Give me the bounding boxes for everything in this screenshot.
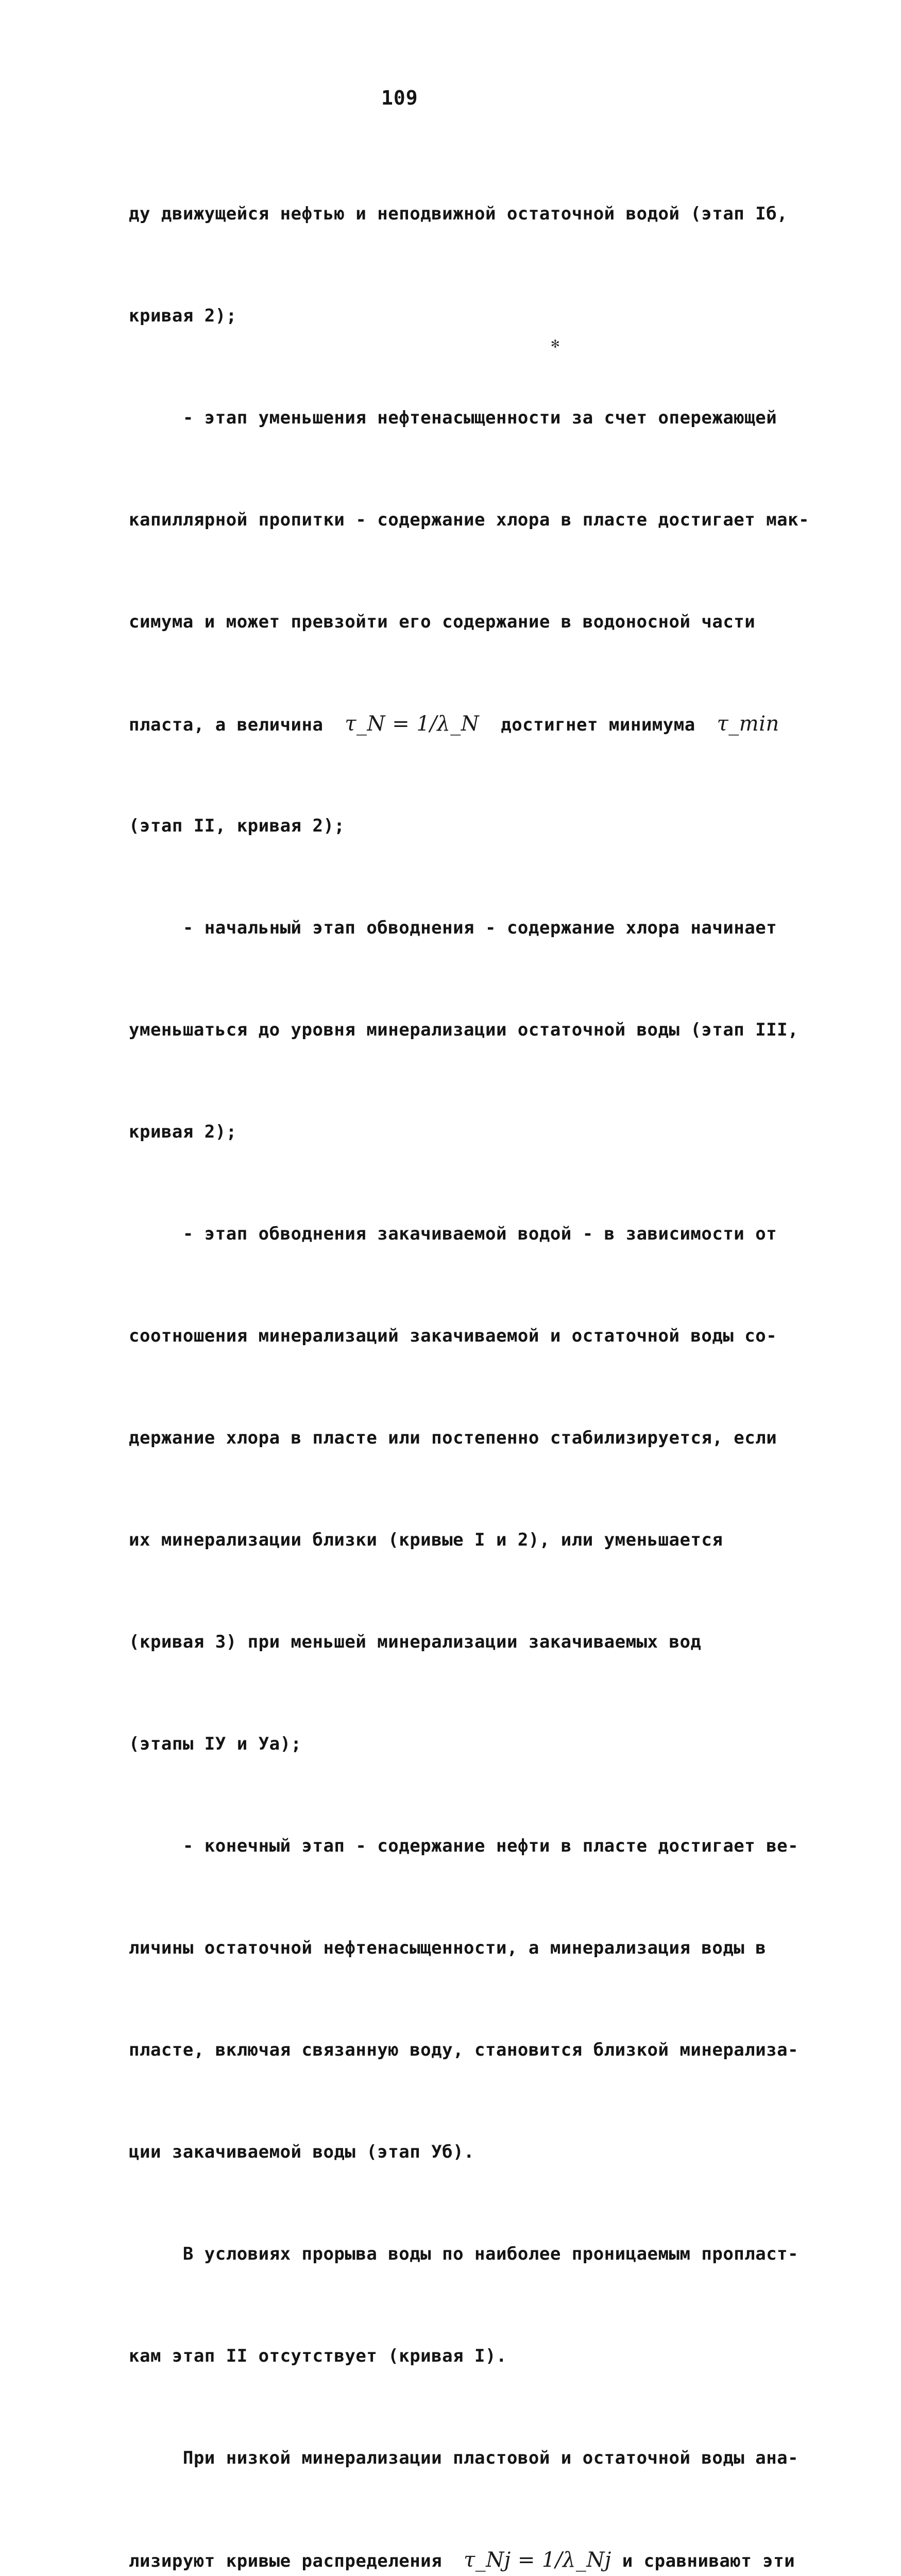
text-fragment: достигнет минимума — [479, 715, 695, 735]
text-line: держание хлора в пласте или постепенно стабилизируется, если — [129, 1428, 777, 1448]
text-fragment: пласта, а величина — [129, 715, 324, 735]
handwritten-formula: τ_N = 1/λ_N — [345, 712, 480, 736]
text-line: В условиях прорыва воды по наиболее проницаемым пропласт- — [129, 2244, 799, 2264]
text-line: симума и может превзойти его содержание в водоносной части — [129, 612, 756, 632]
ink-blot-mark: ✻ — [551, 336, 559, 351]
text-line: - этап обводнения закачиваемой водой - в зависимости от — [129, 1224, 777, 1244]
text-line: кам этап II отсутствует (кривая I). — [129, 2346, 507, 2366]
text-line: (этапы IУ и Уа); — [129, 1734, 302, 1754]
text-line: - начальный этап обводнения - содержание хлора начинает — [129, 918, 777, 938]
text-line: ции закачиваемой воды (этап Уб). — [129, 2142, 475, 2162]
text-line: (кривая 3) при меньшей минерализации закачиваемых вод — [129, 1632, 702, 1652]
text-line: кривая 2); — [129, 1122, 237, 1142]
handwritten-formula: τ_min — [717, 712, 779, 736]
page-number: 109 — [381, 87, 418, 109]
text-line: - этап уменьшения нефтенасыщенности за счет опережающей — [129, 408, 777, 428]
text-fragment: и сравнивают эти — [611, 2551, 795, 2571]
text-line: соотношения минерализаций закачиваемой и остаточной воды со- — [129, 1326, 777, 1346]
text-line: - конечный этап - содержание нефти в пласте достигает ве- — [129, 1836, 799, 1856]
text-line: (этап II, кривая 2); — [129, 816, 345, 836]
text-line: их минерализации близки (кривые I и 2), или уменьшается — [129, 1530, 723, 1550]
text-line-with-formula — [129, 707, 788, 741]
text-line: кривая 2); — [129, 306, 237, 326]
handwritten-formula: τ_Nj = 1/λ_Nj — [464, 2548, 611, 2572]
text-line: личины остаточной нефтенасыщенности, а минерализация воды в — [129, 1938, 767, 1958]
text-line-with-formula — [129, 2543, 795, 2576]
text-line: уменьшаться до уровня минерализации остаточной воды (этап III, — [129, 1020, 799, 1040]
text-line: ду движущейся нефтью и неподвижной остаточной водой (этап Iб, — [129, 204, 788, 224]
text-fragment: лизируют кривые распределения — [129, 2551, 443, 2571]
body-text — [129, 129, 810, 2576]
text-line: капиллярной пропитки - содержание хлора в пласте достигает мак- — [129, 510, 810, 530]
text-line: пласте, включая связанную воду, становится близкой минерализа- — [129, 2040, 799, 2060]
text-line: При низкой минерализации пластовой и остаточной воды ана- — [129, 2448, 799, 2468]
